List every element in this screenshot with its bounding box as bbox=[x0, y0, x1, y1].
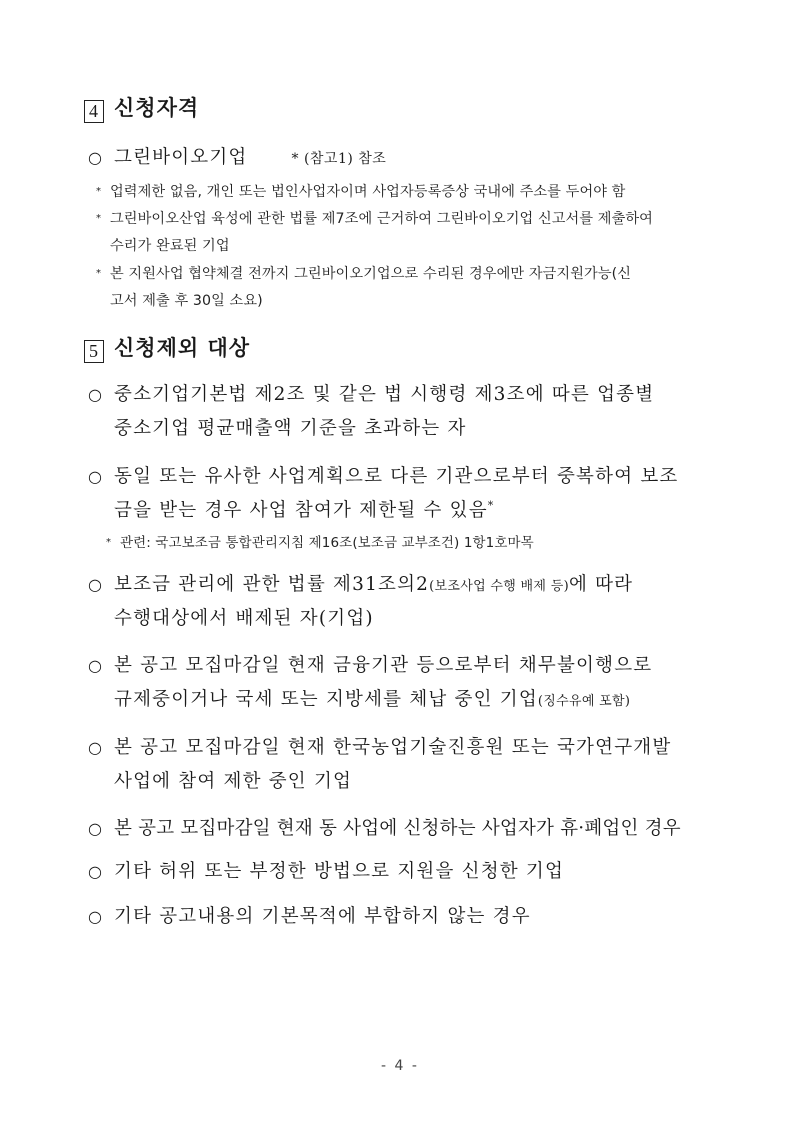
list-item bbox=[88, 902, 531, 928]
note-text: 업력제한 없음, 개인 또는 법인사업자이며 사업자등록증상 국내에 주소를 두어야 함 bbox=[110, 184, 626, 200]
note-text: 본 지원사업 협약체결 전까지 그린바이오기업으로 수리된 경우에만 자금지원가능(신 bbox=[110, 266, 632, 282]
item-text: 중소기업기본법 제2조 및 같은 법 시행령 제3조에 따른 업종별 bbox=[114, 384, 655, 405]
item-continuation bbox=[114, 496, 494, 522]
section-number-box: 5 bbox=[84, 340, 104, 363]
footnote-continuation: 수리가 완료된 기업 bbox=[110, 238, 230, 254]
item-continuation: 사업에 참여 제한 중인 기업 bbox=[114, 771, 353, 792]
item-text: 그린바이오기업 bbox=[114, 147, 248, 168]
item-text: 에 따라 bbox=[568, 574, 634, 595]
section-4-heading bbox=[84, 92, 199, 123]
list-item bbox=[88, 857, 564, 883]
footnote bbox=[96, 263, 631, 283]
footnote bbox=[106, 531, 534, 551]
circle-bullet-icon: ○ bbox=[88, 656, 104, 675]
note-text: 관련: 국고보조금 통합관리지침 제16조(보조금 교부조건) 1항1호마목 bbox=[120, 535, 534, 551]
item-text: 보조금 관리에 관한 법률 제31조의2 bbox=[114, 574, 430, 595]
footnote bbox=[96, 181, 625, 201]
circle-bullet-icon: ○ bbox=[88, 907, 104, 926]
asterisk-icon: * bbox=[106, 537, 112, 548]
footnote-continuation: 고서 제출 후 30일 소요) bbox=[110, 293, 263, 309]
circle-bullet-icon: ○ bbox=[88, 862, 104, 881]
item-text: 기타 허위 또는 부정한 방법으로 지원을 신청한 기업 bbox=[114, 861, 565, 882]
reference-note: * (참고1) 참조 bbox=[291, 151, 387, 167]
item-text: 금을 받는 경우 사업 참여가 제한될 수 있음 bbox=[114, 500, 488, 521]
section-5-heading bbox=[84, 332, 250, 363]
item-text: 동일 또는 유사한 사업계획으로 다른 기관으로부터 중복하여 보조 bbox=[114, 466, 679, 487]
superscript-asterisk: * bbox=[487, 499, 495, 512]
list-item bbox=[88, 462, 678, 488]
circle-bullet-icon: ○ bbox=[88, 575, 104, 594]
section-number-box: 4 bbox=[84, 100, 104, 123]
inline-parenthetical: (보조사업 수행 배제 등) bbox=[429, 579, 569, 594]
item-continuation: 중소기업 평균매출액 기준을 초과하는 자 bbox=[114, 418, 467, 439]
item-text: 본 공고 모집마감일 현재 한국농업기술진흥원 또는 국가연구개발 bbox=[114, 737, 672, 758]
footnote bbox=[96, 208, 653, 228]
page-number: - 4 - bbox=[381, 1058, 419, 1074]
circle-bullet-icon: ○ bbox=[88, 385, 104, 404]
item-text: 본 공고 모집마감일 현재 동 사업에 신청하는 사업자가 휴·폐업인 경우 bbox=[114, 818, 681, 839]
note-text: 그린바이오산업 육성에 관한 법률 제7조에 근거하여 그린바이오기업 신고서를 제출하여 bbox=[110, 211, 653, 227]
list-item bbox=[88, 651, 652, 677]
item-text: 기타 공고내용의 기본목적에 부합하지 않는 경우 bbox=[114, 906, 531, 927]
circle-bullet-icon: ○ bbox=[88, 467, 104, 486]
asterisk-icon: * bbox=[96, 213, 102, 224]
list-item bbox=[88, 570, 633, 596]
circle-bullet-icon: ○ bbox=[88, 819, 103, 838]
item-text: 본 공고 모집마감일 현재 금융기관 등으로부터 채무불이행으로 bbox=[114, 655, 653, 676]
asterisk-icon: * bbox=[96, 268, 102, 279]
asterisk-icon: * bbox=[96, 186, 102, 197]
list-item bbox=[88, 733, 671, 759]
item-continuation: 수행대상에서 배제된 자(기업) bbox=[114, 608, 374, 629]
circle-bullet-icon: ○ bbox=[88, 148, 104, 167]
list-item bbox=[88, 380, 654, 406]
list-item bbox=[88, 814, 681, 840]
circle-bullet-icon: ○ bbox=[88, 738, 104, 757]
section-title: 신청제외 대상 bbox=[114, 335, 251, 360]
section-title: 신청자격 bbox=[114, 95, 200, 120]
item-text: 규제중이거나 국세 또는 지방세를 체납 중인 기업 bbox=[114, 689, 538, 710]
inline-parenthetical: (징수유예 포함) bbox=[537, 694, 631, 709]
list-item bbox=[88, 143, 386, 169]
item-continuation bbox=[114, 685, 630, 711]
